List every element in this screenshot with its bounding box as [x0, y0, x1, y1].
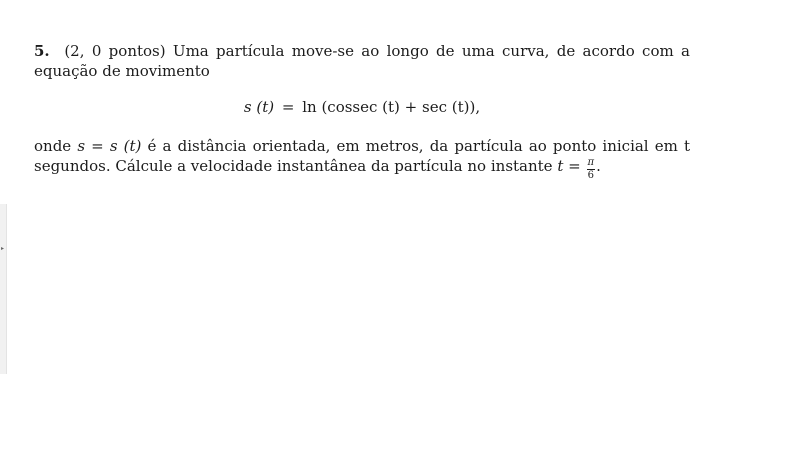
- question-body: [34, 136, 690, 181]
- s-definition: s = s (t): [77, 137, 142, 155]
- question-intro: Uma partícula move-se ao longo de uma curva, de acordo com a equação de movimento: [34, 42, 690, 80]
- expand-arrow-icon[interactable]: ▸: [1, 245, 5, 252]
- question-points: (2, 0 pontos): [64, 42, 166, 60]
- side-panel-edge[interactable]: [0, 204, 7, 374]
- question-number: 5.: [34, 42, 50, 60]
- question-statement: [34, 41, 690, 81]
- pi-over-six-fraction: [587, 158, 596, 181]
- body-text-before: onde: [34, 137, 72, 155]
- fraction-numerator: π: [587, 157, 595, 168]
- body-end-period: .: [596, 157, 601, 175]
- fraction-denominator: 6: [587, 170, 594, 181]
- t-equals: t =: [557, 157, 581, 175]
- body-text-mid: é a distância orientada, em metros, da partícula ao ponto inicial em t segundos. Cálcule a velocidade instantânea da partícula no instante: [34, 137, 690, 175]
- equation-trailing-comma: ,: [475, 98, 481, 116]
- motion-equation: [34, 97, 690, 117]
- equation-rhs: ln (cossec (t) + sec (t)): [302, 98, 476, 116]
- document-body: [34, 41, 690, 181]
- equation-lhs: s (t): [243, 98, 275, 116]
- equation-equals: =: [281, 98, 295, 116]
